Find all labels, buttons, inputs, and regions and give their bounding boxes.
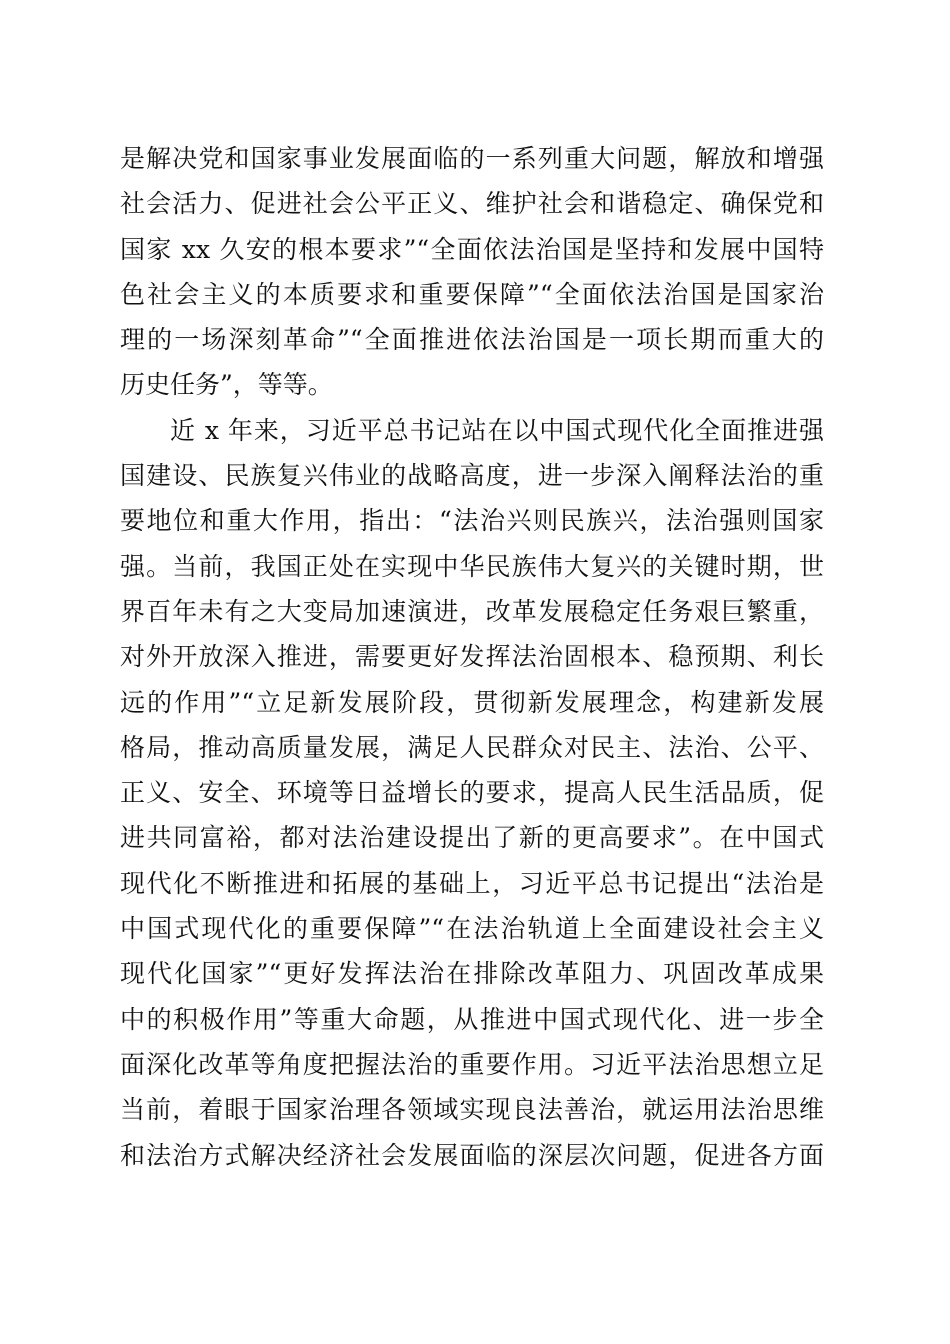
text-line: 色社会主义的本质要求和重要保障”“全面依法治国是国家治 <box>120 279 824 309</box>
text-line: 历史任务”，等等。 <box>120 370 333 400</box>
text-line: 是解决党和国家事业发展面临的一系列重大问题，解放和增强 <box>120 144 824 173</box>
text-line: 中的积极作用”等重大命题，从推进中国式现代化、进一步全 <box>120 1004 824 1034</box>
body-text <box>120 136 824 1178</box>
text-line: 现代化不断推进和拓展的基础上，习近平总书记提出“法治是 <box>120 868 824 898</box>
text-line: 强。当前，我国正处在实现中华民族伟大复兴的关键时期，世 <box>120 551 824 581</box>
text-line: 中国式现代化的重要保障”“在法治轨道上全面建设社会主义 <box>120 914 824 944</box>
text-line: 对外开放深入推进，需要更好发挥法治固根本、稳预期、利长 <box>120 642 824 672</box>
text-line: 当前，着眼于国家治理各领域实现良法善治，就运用法治思维 <box>120 1095 824 1125</box>
text-line: 社会活力、促进社会公平正义、维护社会和谐稳定、确保党和 <box>120 189 824 219</box>
text-line: 界百年未有之大变局加速演进，改革发展稳定任务艰巨繁重， <box>120 596 824 626</box>
text-line: 国家 xx 久安的根本要求”“全面依法治国是坚持和发展中国特 <box>120 234 824 264</box>
text-line: 要地位和重大作用，指出：“法治兴则民族兴，法治强则国家 <box>120 506 824 536</box>
paragraph-first-line: 近 x 年来，习近平总书记站在以中国式现代化全面推进强 <box>170 415 824 445</box>
text-line: 远的作用”“立足新发展阶段，贯彻新发展理念，构建新发展 <box>120 687 824 717</box>
text-line: 现代化国家”“更好发挥法治在排除改革阻力、巩固改革成果 <box>120 959 824 989</box>
text-line: 理的一场深刻革命”“全面推进依法治国是一项长期而重大的 <box>120 325 824 355</box>
text-line: 正义、安全、环境等日益增长的要求，提高人民生活品质，促 <box>120 778 824 808</box>
text-line: 国建设、民族复兴伟业的战略高度，进一步深入阐释法治的重 <box>120 461 824 491</box>
text-line: 面深化改革等角度把握法治的重要作用。习近平法治思想立足 <box>120 1049 824 1079</box>
text-line: 和法治方式解决经济社会发展面临的深层次问题，促进各方面 <box>120 1140 824 1170</box>
text-line: 格局，推动高质量发展，满足人民群众对民主、法治、公平、 <box>120 732 824 762</box>
text-line: 进共同富裕，都对法治建设提出了新的更高要求”。在中国式 <box>120 823 824 853</box>
